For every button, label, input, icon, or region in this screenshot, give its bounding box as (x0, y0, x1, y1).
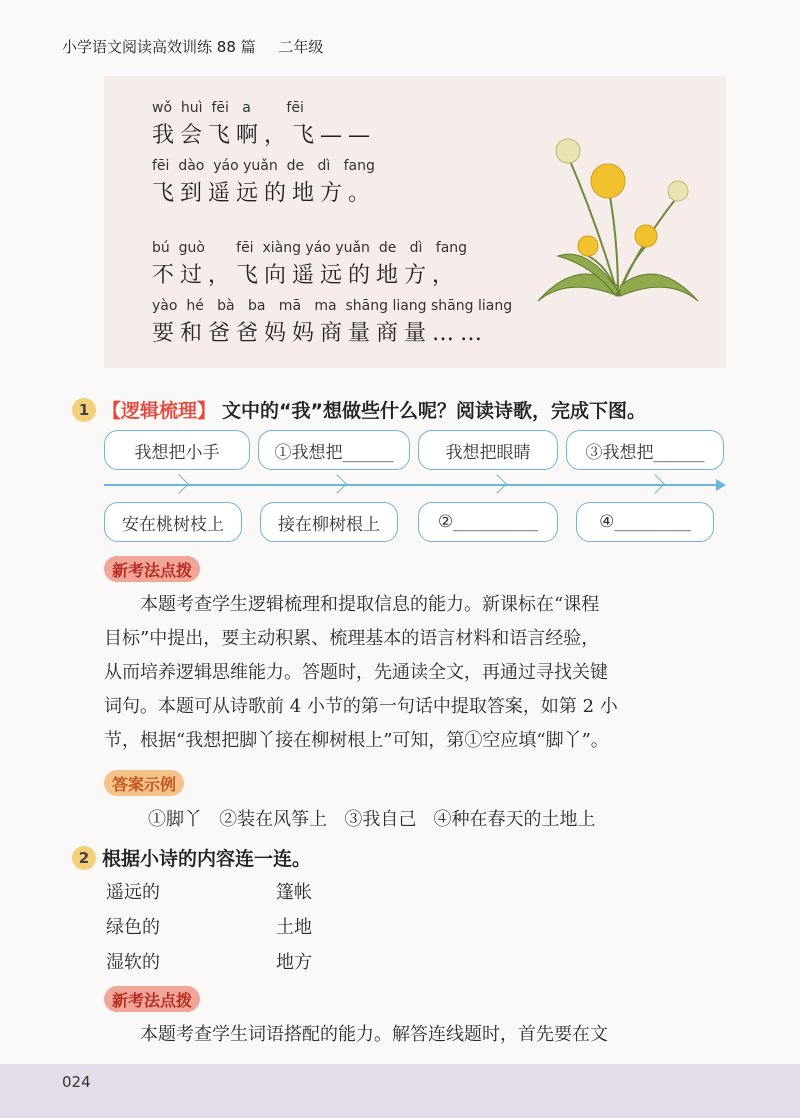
flow-box-bottom-4[interactable]: ④_________ (576, 502, 714, 542)
match-right-item[interactable]: 土地 (276, 917, 312, 938)
match-left-item[interactable]: 遥远的 (106, 882, 160, 903)
flow-box-bottom-2: 接在柳树根上 (260, 502, 398, 542)
tip-label: 新考法点拨 (104, 556, 200, 582)
flow-box-bottom-1: 安在桃树枝上 (104, 502, 242, 542)
tip-line: 从而培养逻辑思维能力。答题时，先通读全文，再通过寻找关键 (104, 662, 608, 683)
grade-label: 二年级 (278, 38, 324, 56)
poem-pinyin: bú guò fēi xiàng yáo yuǎn de dì fang (152, 240, 468, 256)
tip-paragraph (104, 1018, 730, 1052)
match-right-item[interactable]: 地方 (276, 952, 312, 973)
poem (152, 100, 512, 356)
question-2-text: 根据小诗的内容连一连。 (102, 848, 312, 870)
answer-label: 答案示例 (104, 770, 184, 796)
chevron-right-icon (645, 474, 665, 494)
answer-text: ①脚丫 ②装在风筝上 ③我自己 ④种在春天的土地上 (148, 809, 596, 830)
poem-line: 不过，飞向遥远的地方， (152, 263, 461, 288)
poem-line: 飞到遥远的地方。 (152, 181, 377, 206)
footer-band (0, 1064, 800, 1118)
flow-box-top-1: 我想把小手 (104, 430, 250, 470)
arrow-right-icon (716, 479, 726, 491)
question-1-text: 文中的“我”想做些什么呢？阅读诗歌，完成下图。 (222, 400, 646, 422)
page-number: 024 (62, 1073, 91, 1091)
book-title: 小学语文阅读高效训练 88 篇 (62, 38, 256, 56)
tip-paragraph (104, 588, 730, 758)
tip-line: 目标”中提出，要主动积累、梳理基本的语言材料和语言经验， (104, 628, 600, 649)
tip-line: 词句。本题可从诗歌前 4 小节的第一句话中提取答案，如第 2 小 (104, 696, 618, 717)
tip-label: 新考法点拨 (104, 986, 200, 1012)
poem-pinyin: fēi dào yáo yuǎn de dì fang (152, 158, 375, 174)
flow-box-top-3: 我想把眼睛 (418, 430, 558, 470)
flow-arrow-line (104, 484, 722, 486)
tip-line: 本题考查学生词语搭配的能力。解答连线题时，首先要在文 (140, 1024, 608, 1045)
match-left-item[interactable]: 绿色的 (106, 917, 160, 938)
chevron-right-icon (487, 474, 507, 494)
flow-box-top-2[interactable]: ①我想把______ (258, 430, 410, 470)
dandelion-illustration (528, 106, 708, 306)
question-number-badge: 1 (72, 398, 96, 422)
poem-panel (104, 76, 726, 368)
poem-pinyin: wǒ huì fēi a fēi (152, 100, 304, 116)
question-type-tag: 【逻辑梳理】 (102, 400, 217, 422)
running-header (62, 36, 341, 57)
match-left-item[interactable]: 湿软的 (106, 952, 160, 973)
flower-heads (556, 139, 688, 256)
chevron-right-icon (169, 474, 189, 494)
tip-line: 节，根据“我想把脚丫接在柳树根上”可知，第①空应填“脚丫”。 (104, 730, 609, 751)
flow-box-top-4[interactable]: ③我想把______ (566, 430, 724, 470)
tip-line: 本题考查学生逻辑梳理和提取信息的能力。新课标在“课程 (140, 594, 600, 615)
poem-line: 我会飞啊，飞—— (152, 123, 377, 148)
question-2-title (72, 844, 311, 871)
match-right-item[interactable]: 篷帐 (276, 882, 312, 903)
question-1-title (72, 396, 646, 423)
poem-pinyin: yào hé bà ba mā ma shāng liang shāng liang (152, 298, 513, 314)
chevron-right-icon (327, 474, 347, 494)
poem-line: 要和爸爸妈妈商量商量…… (152, 321, 489, 346)
flow-box-bottom-3[interactable]: ②__________ (418, 502, 558, 542)
question-number-badge: 2 (72, 846, 96, 870)
